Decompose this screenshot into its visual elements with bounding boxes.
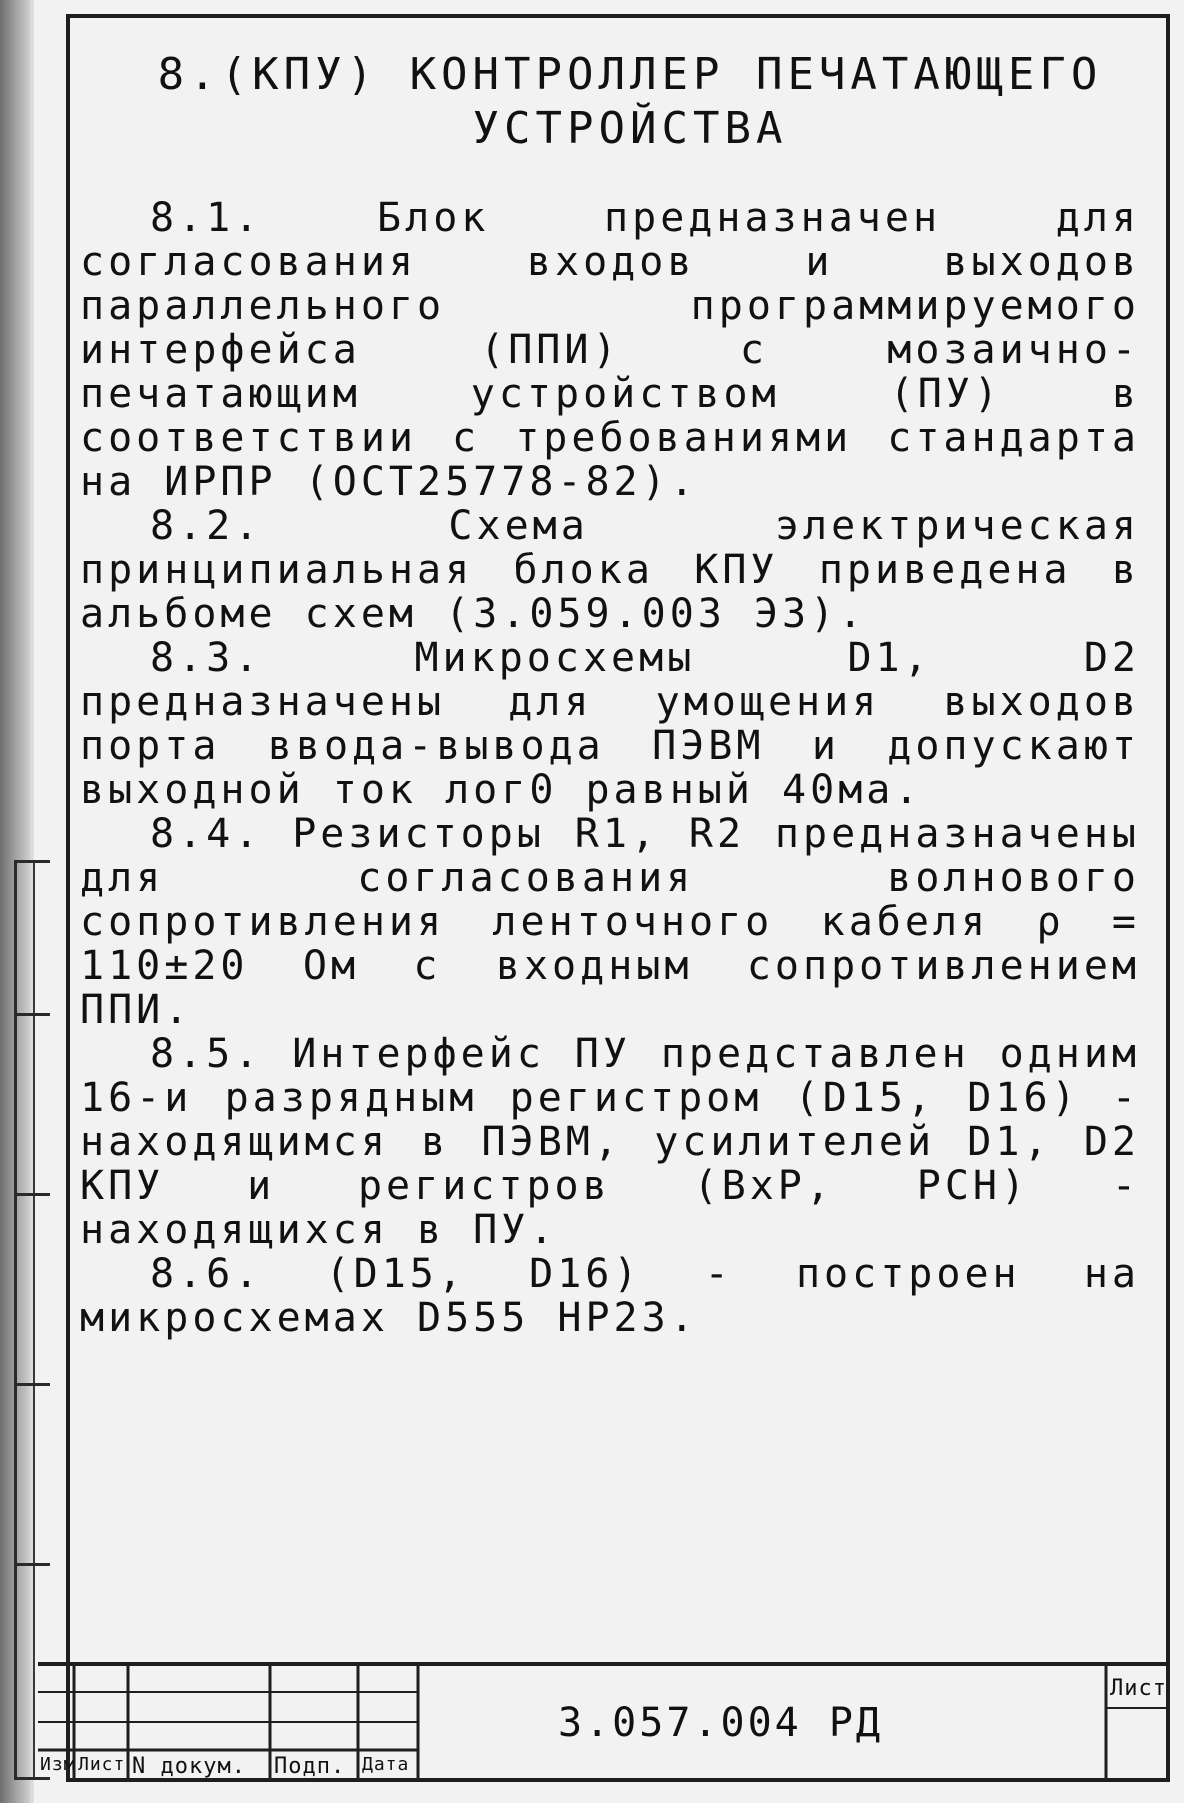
paragraph-8-3: 8.3. Микросхемы D1, D2 предназначены для умощения выходов порта ввода-вывода ПЭВМ и допускают выходной ток лог0 равный 40ма. <box>80 635 1140 813</box>
section-title-line-2: УСТРОЙСТВА <box>472 103 788 154</box>
margin-strip-cell <box>17 1193 50 1196</box>
section-title-line-1: 8.(КПУ) КОНТРОЛЛЕР ПЕЧАТАЮЩЕГО <box>157 49 1103 100</box>
left-margin-strip <box>14 860 50 1780</box>
column-label-list: Лист <box>78 1754 126 1775</box>
margin-strip-cell <box>17 1563 50 1566</box>
sheet-label: Лист <box>1110 1676 1167 1701</box>
margin-strip-cell <box>17 1383 50 1386</box>
column-label-signature: Подп. <box>274 1754 346 1779</box>
column-label-izm: Изм <box>40 1754 76 1775</box>
document-content <box>80 40 1140 1340</box>
paragraph-8-4: 8.4. Резисторы R1, R2 предназначены для согласования волнового сопротивления ленточного кабеля ρ = 110±20 Ом с входным сопротивлением ППИ. <box>80 811 1140 1033</box>
margin-strip-divider <box>33 863 35 1777</box>
paragraph-8-5: 8.5. Интерфейс ПУ представлен одним 16-и разрядным регистром (D15, D16) - находящимся в ПЭВМ, усилителей D1, D2 КПУ и регистров (ВхР, РСН) - находящихся в ПУ. <box>80 1031 1140 1253</box>
paragraph-8-6: 8.6. (D15, D16) - построен на микросхемах D555 НР23. <box>80 1251 1140 1341</box>
paragraph-8-2: 8.2. Схема электрическая принципиальная блока КПУ приведена в альбоме схем (3.059.003 Э3). <box>80 503 1140 637</box>
column-label-date: Дата <box>362 1754 410 1775</box>
document-code: 3.057.004 РД <box>558 1700 883 1746</box>
paragraph-8-1: 8.1. Блок предназначен для согласования входов и выходов параллельного программируемого интерфейса (ППИ) с мозаично-печатающим устройством (ПУ) в соответствии с требованиями стандарта на ИРПР (ОСТ25778-82). <box>80 195 1140 505</box>
column-label-doc-number: N докум. <box>132 1754 246 1779</box>
paragraph-list <box>80 196 1140 1340</box>
section-title <box>120 48 1140 156</box>
title-block <box>38 1662 1170 1782</box>
margin-strip-cell <box>17 1013 50 1016</box>
